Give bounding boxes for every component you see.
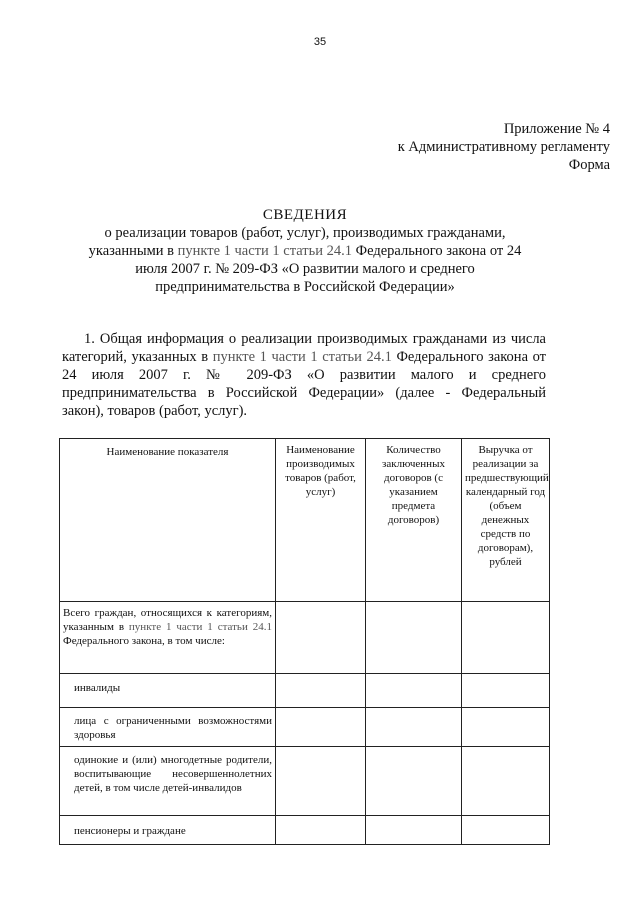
title-line-2-tail: Федерального закона от 24	[352, 243, 522, 259]
page-number: 35	[313, 36, 327, 48]
cell-revenue[interactable]	[462, 674, 550, 708]
intro-law-link[interactable]: пункте 1 части 1 статьи 24.1	[212, 349, 392, 365]
intro-text: 1. Общая информация о реализации производимых гражданами из числа категорий, указанных в	[62, 331, 546, 365]
title-line-4: предпринимательства в Российской Федерации»	[155, 279, 455, 295]
table-row	[60, 674, 550, 708]
cell-goods[interactable]	[276, 708, 366, 747]
header-contract-count: Количество заключенных договоров (с указанием предмета договоров)	[366, 439, 462, 602]
table-row	[60, 602, 550, 674]
cell-revenue[interactable]	[462, 602, 550, 674]
title-line-3: июля 2007 г. № 209-ФЗ «О развитии малого и среднего	[135, 261, 475, 277]
table-row	[60, 816, 550, 845]
report-table	[59, 438, 550, 845]
table-header-row	[60, 439, 550, 602]
intro-paragraph	[62, 330, 546, 420]
row-label-pensioners: пенсионеры и граждане	[60, 816, 276, 845]
row-label-total	[60, 602, 276, 674]
appendix-reference: к Административному регламенту	[397, 139, 610, 155]
cell-goods[interactable]	[276, 674, 366, 708]
title-line-1: о реализации товаров (работ, услуг), производимых гражданами,	[104, 225, 506, 241]
title-line-2	[70, 242, 540, 260]
total-law-link[interactable]: пункте 1 части 1 статьи 24.1	[128, 621, 272, 633]
title-heading: СВЕДЕНИЯ	[262, 207, 348, 223]
cell-revenue[interactable]	[462, 747, 550, 816]
table-row	[60, 747, 550, 816]
cell-contracts[interactable]	[366, 747, 462, 816]
header-indicator-name: Наименование показателя	[60, 439, 276, 602]
form-label: Форма	[568, 157, 610, 173]
document-title	[70, 206, 540, 296]
cell-contracts[interactable]	[366, 602, 462, 674]
cell-revenue[interactable]	[462, 708, 550, 747]
intro-text-tail: Федерального закона от 24 июля 2007 г. № 209-ФЗ «О развитии малого и среднего предпринимательства в Российской Федерации» (далее - Федеральный закон), товаров (работ, услуг).	[62, 349, 546, 419]
table-row	[60, 708, 550, 747]
cell-contracts[interactable]	[366, 708, 462, 747]
total-text-tail: Федерального закона, в том числе:	[63, 635, 225, 647]
cell-goods[interactable]	[276, 816, 366, 845]
appendix-number: Приложение № 4	[503, 121, 610, 137]
title-line-2-text: указанными в	[88, 243, 178, 259]
cell-revenue[interactable]	[462, 816, 550, 845]
row-label-disabled: инвалиды	[60, 674, 276, 708]
appendix-header	[398, 120, 610, 174]
header-goods-name: Наименование производимых товаров (работ, услуг)	[276, 439, 366, 602]
cell-goods[interactable]	[276, 602, 366, 674]
row-label-single-parents: одинокие и (или) многодетные родители, воспитывающие несовершеннолетних детей, в том числе детей-инвалидов	[60, 747, 276, 816]
cell-contracts[interactable]	[366, 674, 462, 708]
cell-goods[interactable]	[276, 747, 366, 816]
row-label-limited-abilities: лица с ограниченными возможностями здоровья	[60, 708, 276, 747]
header-revenue: Выручка от реализации за предшествующий календарный год (объем денежных средств по договорам), рублей	[462, 439, 550, 602]
total-text: Всего граждан, относящихся к категориям, указанным в	[63, 607, 272, 633]
cell-contracts[interactable]	[366, 816, 462, 845]
law-article-link[interactable]: пункте 1 части 1 статьи 24.1	[177, 243, 352, 259]
